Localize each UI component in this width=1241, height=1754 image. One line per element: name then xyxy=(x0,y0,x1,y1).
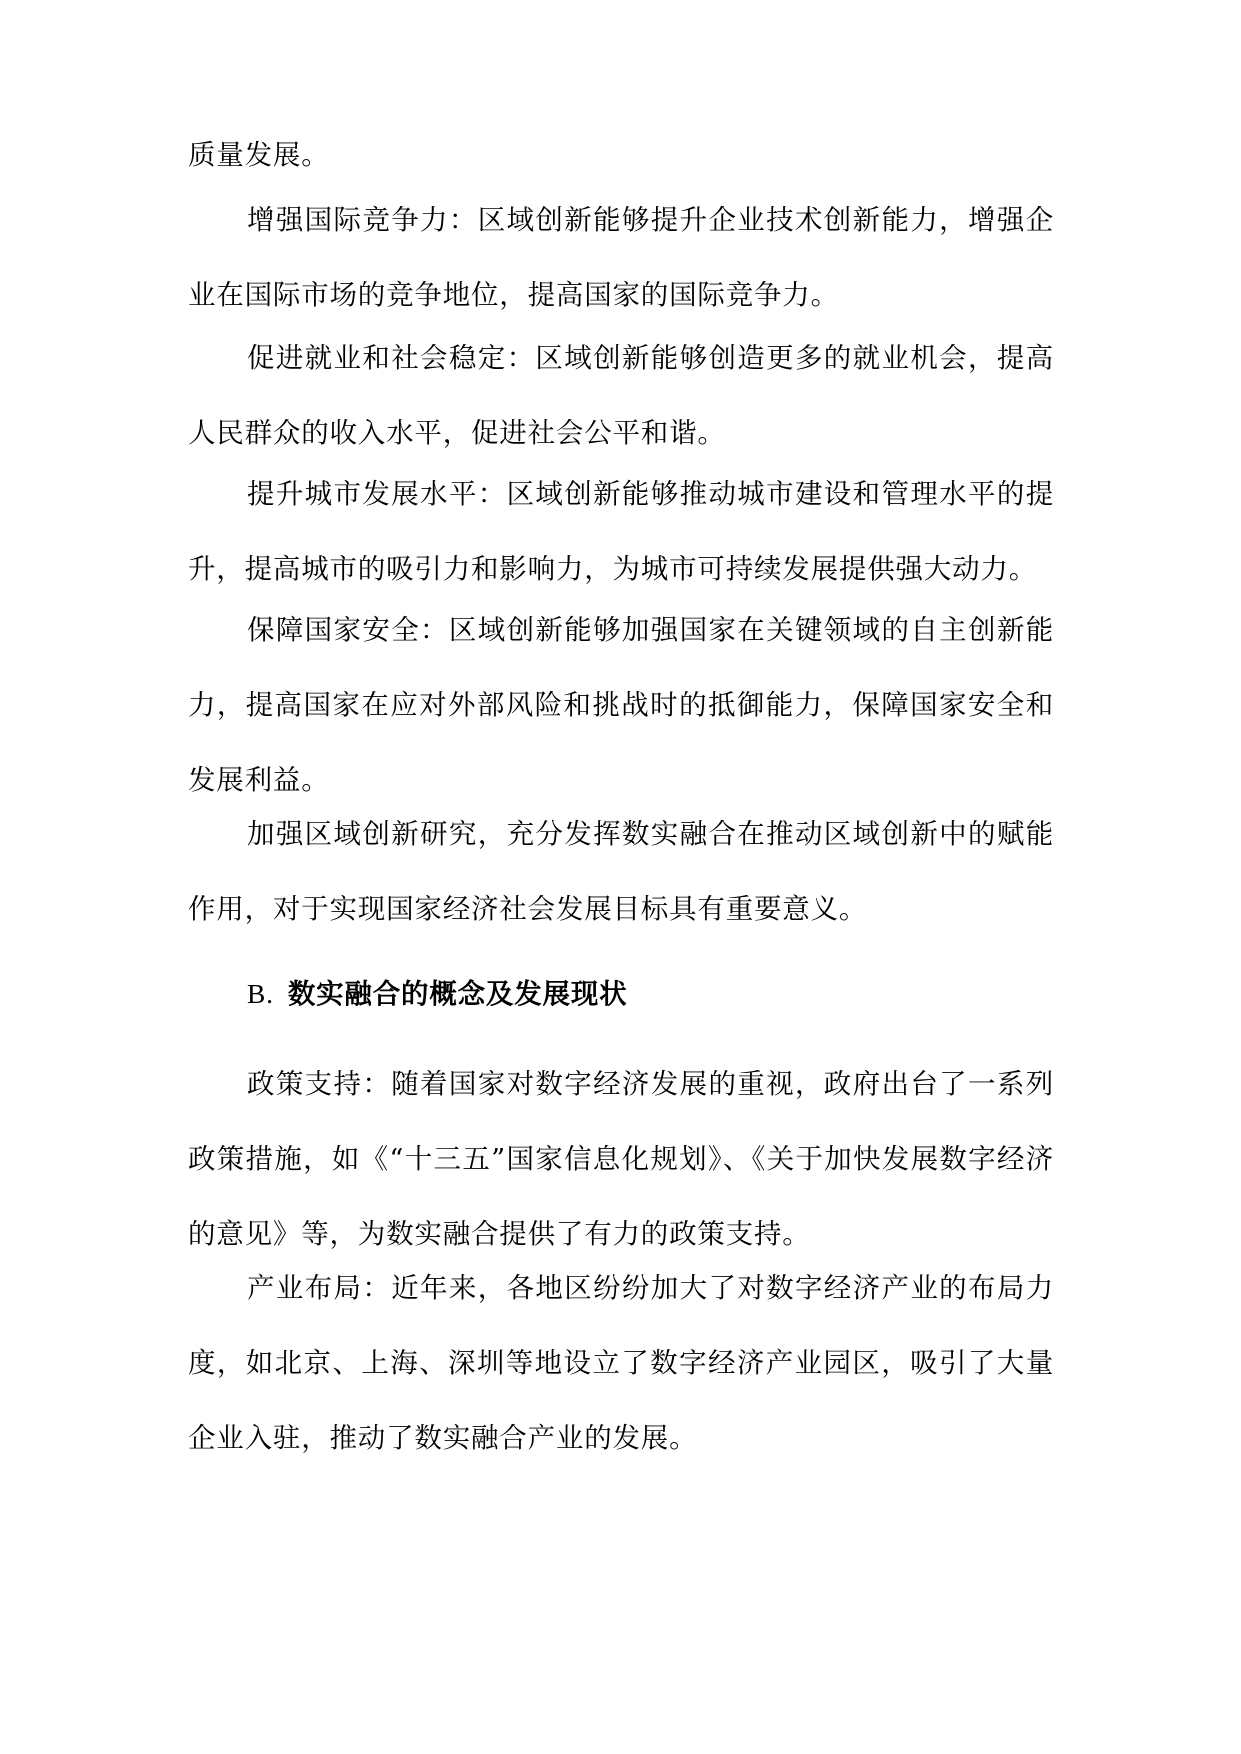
paragraph-industry-layout: 产业布局：近年来，各地区纷纷加大了对数字经济产业的布局力度，如北京、上海、深圳等地设立了数字经济产业园区，吸引了大量企业入驻，推动了数实融合产业的发展。 xyxy=(188,1272,1054,1454)
paragraph-policy-support: 政策支持：随着国家对数字经济发展的重视，政府出台了一系列政策措施，如《“十三五”国家信息化规划》、《关于加快发展数字经济的意见》等，为数实融合提供了有力的政策支持。 xyxy=(188,1068,1054,1250)
section-title: 数实融合的概念及发展现状 xyxy=(287,978,628,1010)
paragraph-employment-stability: 促进就业和社会稳定：区域创新能够创造更多的就业机会，提高人民群众的收入水平，促进社会公平和谐。 xyxy=(188,342,1054,449)
section-number: B. xyxy=(247,978,274,1009)
paragraph-continuation: 质量发展。 xyxy=(188,139,330,171)
paragraph-international-competitiveness: 增强国际竞争力：区域创新能够提升企业技术创新能力，增强企业在国际市场的竞争地位，提高国家的国际竞争力。 xyxy=(188,204,1054,311)
paragraph-city-development: 提升城市发展水平：区域创新能够推动城市建设和管理水平的提升，提高城市的吸引力和影响力，为城市可持续发展提供强大动力。 xyxy=(188,478,1054,585)
section-heading xyxy=(247,974,1047,1014)
paragraph-regional-innovation-research: 加强区域创新研究，充分发挥数实融合在推动区域创新中的赋能作用，对于实现国家经济社会发展目标具有重要意义。 xyxy=(188,818,1054,925)
paragraph-national-security: 保障国家安全：区域创新能够加强国家在关键领域的自主创新能力，提高国家在应对外部风险和挑战时的抵御能力，保障国家安全和发展利益。 xyxy=(188,614,1054,796)
